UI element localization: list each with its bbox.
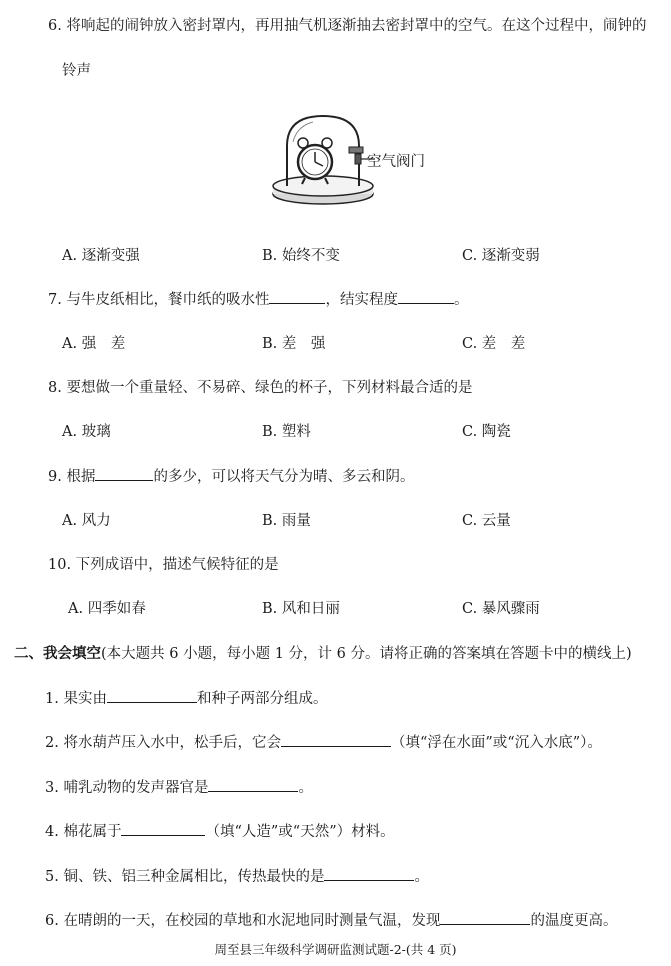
fill-question-3: 3. 哺乳动物的发声器官是 。 [45,776,313,797]
q6-option-b: B. 始终不变 [262,248,340,264]
q9-option-c: C. 云量 [462,513,511,529]
fill-question-5: 5. 铜、铁、铝三种金属相比，传热最快的是 。 [45,865,429,886]
fill-question-4: 4. 棉花属于 （填“人造”或“天然”）材料。 [45,820,395,841]
fill-question-1: 1. 果实由 和种子两部分组成。 [45,687,327,708]
air-valve-label: 空气阀门 [367,154,425,170]
question-6-text-cont: 铃声 [62,63,91,79]
q6-option-c: C. 逐渐变弱 [462,248,540,264]
answer-blank [107,688,197,703]
q7-option-c: C. 差 差 [462,336,526,352]
question-7-text: 7. 与牛皮纸相比，餐巾纸的吸水性 ，结实程度 。 [48,288,468,309]
answer-blank [269,289,325,304]
q9-option-b: B. 雨量 [262,513,311,529]
q10-option-a: A. 四季如春 [68,601,146,617]
bell-jar-alarm-clock-illustration [265,112,465,212]
answer-blank [398,289,454,304]
question-6-text: 6. 将响起的闹钟放入密封罩内，再用抽气机逐渐抽去密封罩中的空气。在这个过程中，闹钟的 [48,18,647,34]
q7-option-b: B. 差 强 [262,336,326,352]
answer-blank [95,466,153,481]
q10-option-c: C. 暴风骤雨 [462,601,540,617]
answer-blank [121,821,205,836]
answer-blank [324,866,414,881]
section-2-title: 二、我会填空 [14,645,101,662]
page-footer: 周至县三年级科学调研监测试题-2-(共 4 页) [214,942,457,957]
section-2-instructions: (本大题共 6 小题，每小题 1 分，计 6 分。请将正确的答案填在答题卡中的横线上) [101,646,632,662]
question-8-text: 8. 要想做一个重量轻、不易碎、绿色的杯子，下列材料最合适的是 [48,380,473,396]
fill-question-6: 6. 在晴朗的一天，在校园的草地和水泥地同时测量气温，发现 的温度更高。 [45,909,617,930]
question-10-text: 10. 下列成语中，描述气候特征的是 [48,557,279,573]
answer-blank [440,910,530,925]
q8-option-b: B. 塑料 [262,424,311,440]
fill-question-2: 2. 将水葫芦压入水中，松手后，它会 （填“浮在水面”或“沉入水底”）。 [45,731,602,752]
bell-jar-figure [265,112,465,216]
q8-option-c: C. 陶瓷 [462,424,511,440]
question-9-text: 9. 根据 的多少，可以将天气分为晴、多云和阴。 [48,465,414,486]
q8-option-a: A. 玻璃 [62,424,111,440]
section-2-heading [14,642,632,663]
answer-blank [281,732,391,747]
q7-option-a: A. 强 差 [62,336,126,352]
answer-blank [208,777,298,792]
q6-option-a: A. 逐渐变强 [62,248,140,264]
q9-option-a: A. 风力 [62,513,111,529]
q10-option-b: B. 风和日丽 [262,601,340,617]
